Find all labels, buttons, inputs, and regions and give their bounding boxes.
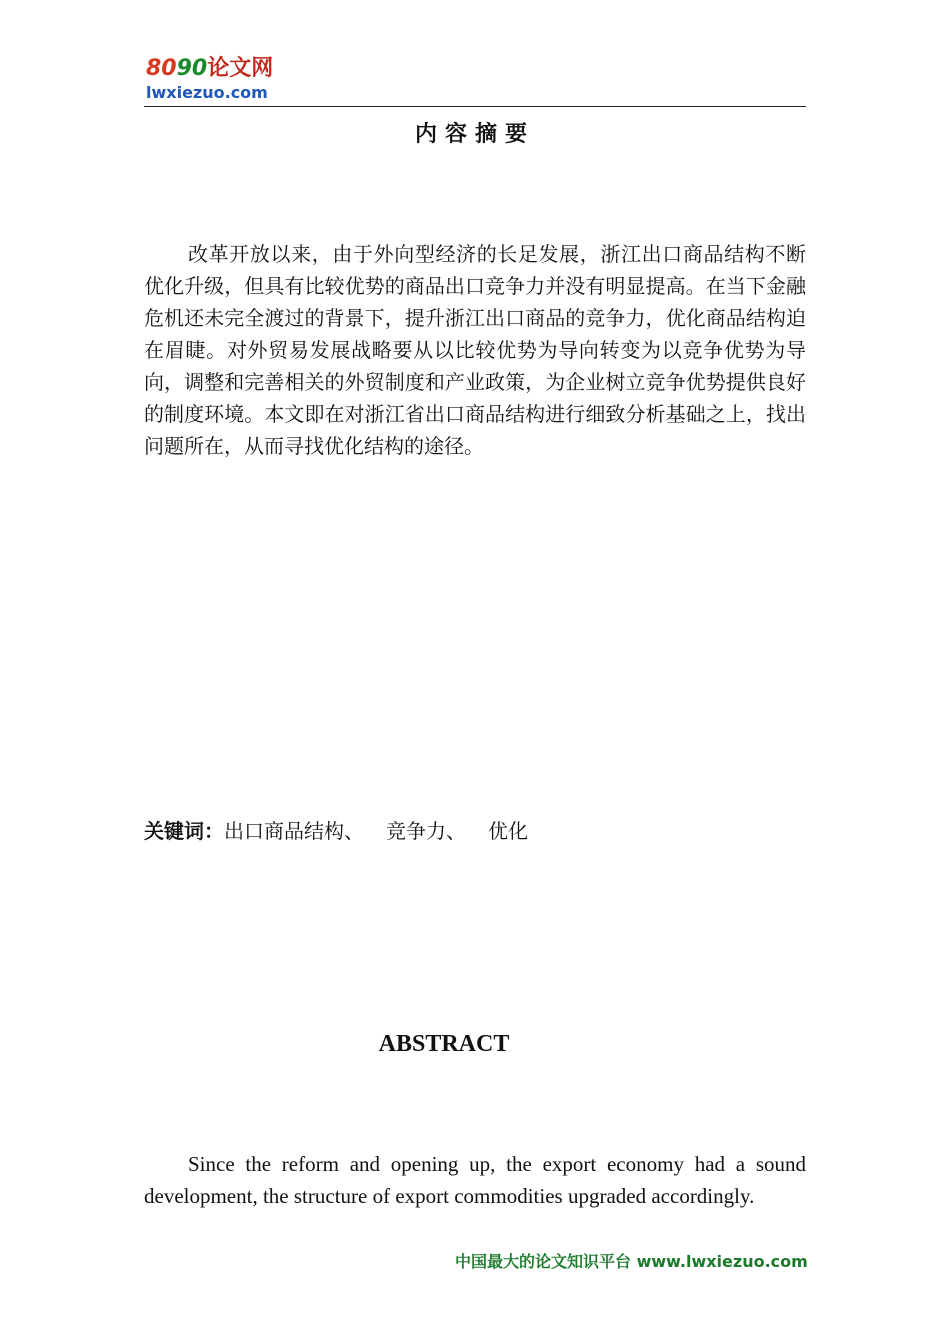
keywords-label: 关键词： <box>144 819 224 843</box>
keyword-item: 出口商品结构、 <box>224 819 364 843</box>
cn-abstract-title: 内容摘要 <box>414 122 535 147</box>
en-abstract-body: Since the reform and opening up, the export economy had a sound development, the structure of export commodities upgraded accordingly. <box>144 1152 806 1208</box>
logo-text: 论文网 <box>207 56 274 81</box>
logo-wordmark <box>146 56 306 82</box>
keywords-line <box>144 815 806 847</box>
footer-tagline: 中国最大的论文知识平台 www.lwxiezuo.com <box>455 1252 808 1271</box>
logo-number-b: 90 <box>176 56 208 81</box>
en-abstract-title: ABSTRACT <box>378 1031 510 1057</box>
keyword-item: 优化 <box>488 819 528 843</box>
logo-number-a: 80 <box>146 56 177 81</box>
logo-url: lwxiezuo.com <box>146 83 268 102</box>
keyword-item: 竞争力、 <box>386 819 466 843</box>
cn-abstract-body: 改革开放以来，由于外向型经济的长足发展，浙江出口商品结构不断优化升级，但具有比较优势的商品出口竞争力并没有明显提高。在当下金融危机还未完全渡过的背景下，提升浙江出口商品的竞争力，优化商品结构迫在眉睫。对外贸易发展战略要从以比较优势为导向转变为以竞争优势为导向，调整和完善相关的外贸制度和产业政策，为企业树立竞争优势提供良好的制度环境。本文即在对浙江省出口商品结构进行细致分析基础之上，找出问题所在，从而寻找优化结构的途径。 <box>144 242 806 458</box>
header-divider <box>144 106 806 107</box>
site-logo <box>146 56 306 106</box>
